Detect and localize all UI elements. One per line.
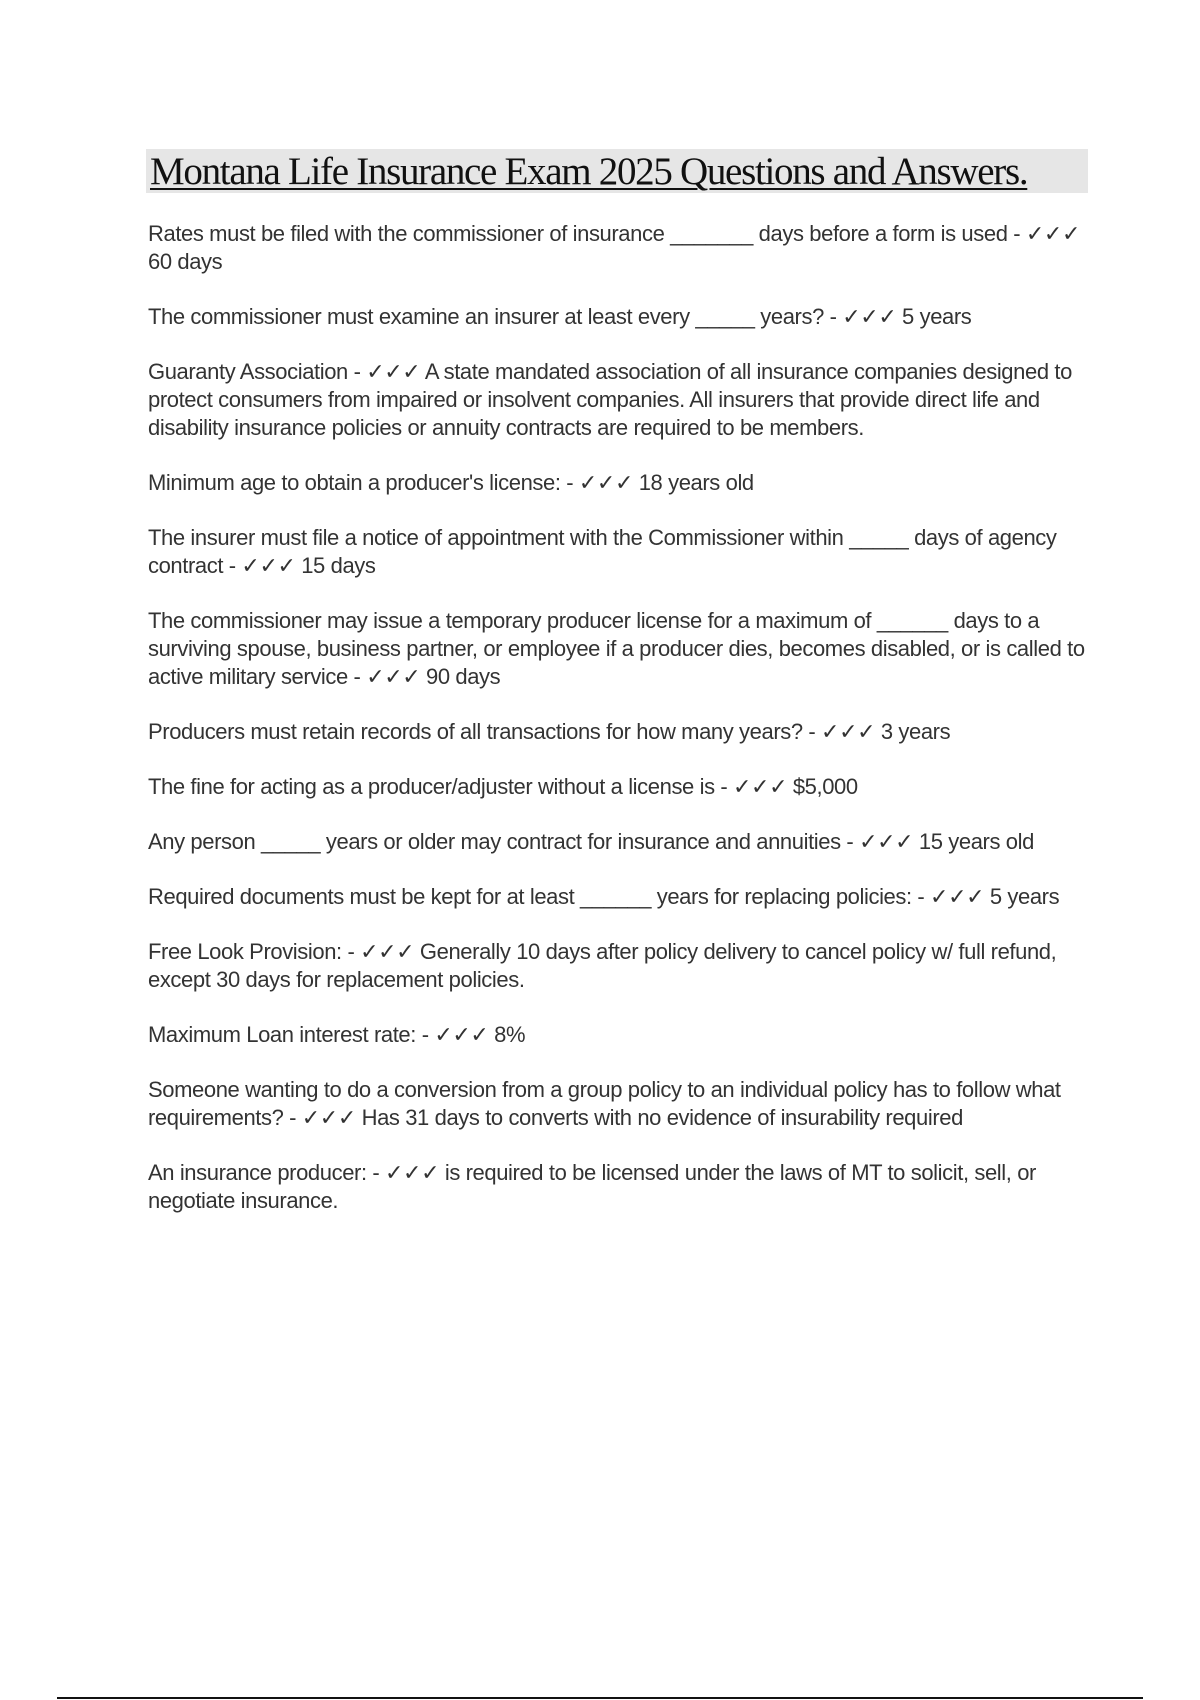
qa-item-loan-interest: Maximum Loan interest rate: - ✓✓✓ 8% xyxy=(148,1022,526,1047)
qa-item-unlicensed-fine: The fine for acting as a producer/adjuster without a license is - ✓✓✓ $5,000 xyxy=(148,774,858,799)
qa-item-rates-filing: Rates must be filed with the commissioner of insurance _______ days before a form is used - ✓✓✓ 60 days xyxy=(148,221,1080,274)
qa-item-temporary-license: The commissioner may issue a temporary producer license for a maximum of ______ days to a surviving spouse, business partner, or employee if a producer dies, becomes disabled, or is called to active military service - ✓✓✓ 90 days xyxy=(148,608,1085,689)
qa-list xyxy=(148,220,1088,1242)
qa-item-free-look: Free Look Provision: - ✓✓✓ Generally 10 days after policy delivery to cancel policy w/ full refund, except 30 days for replacement policies. xyxy=(148,939,1057,992)
qa-item-guaranty-association: Guaranty Association - ✓✓✓ A state mandated association of all insurance companies designed to protect consumers from impaired or insolvent companies. All insurers that provide direct life and disability insurance policies or annuity contracts are required to be members. xyxy=(148,359,1072,440)
qa-item-group-conversion: Someone wanting to do a conversion from a group policy to an individual policy has to follow what requirements? - ✓✓✓ Has 31 days to converts with no evidence of insurability required xyxy=(148,1077,1061,1130)
footer-rule xyxy=(57,1697,1143,1699)
document-title: Montana Life Insurance Exam 2025 Questions and Answers. xyxy=(150,150,1028,193)
qa-item-records-retention: Producers must retain records of all transactions for how many years? - ✓✓✓ 3 years xyxy=(148,719,951,744)
qa-item-insurance-producer: An insurance producer: - ✓✓✓ is required to be licensed under the laws of MT to solicit, sell, or negotiate insurance. xyxy=(148,1160,1036,1213)
qa-item-minimum-age: Minimum age to obtain a producer's license: - ✓✓✓ 18 years old xyxy=(148,470,754,495)
qa-item-examination: The commissioner must examine an insurer at least every _____ years? - ✓✓✓ 5 years xyxy=(148,304,972,329)
qa-item-replacement-documents: Required documents must be kept for at least ______ years for replacing policies: - ✓✓✓ 5 years xyxy=(148,884,1060,909)
qa-item-appointment-notice: The insurer must file a notice of appointment with the Commissioner within _____ days of agency contract - ✓✓✓ 15 days xyxy=(148,525,1057,578)
qa-item-contract-age: Any person _____ years or older may contract for insurance and annuities - ✓✓✓ 15 years old xyxy=(148,829,1034,854)
